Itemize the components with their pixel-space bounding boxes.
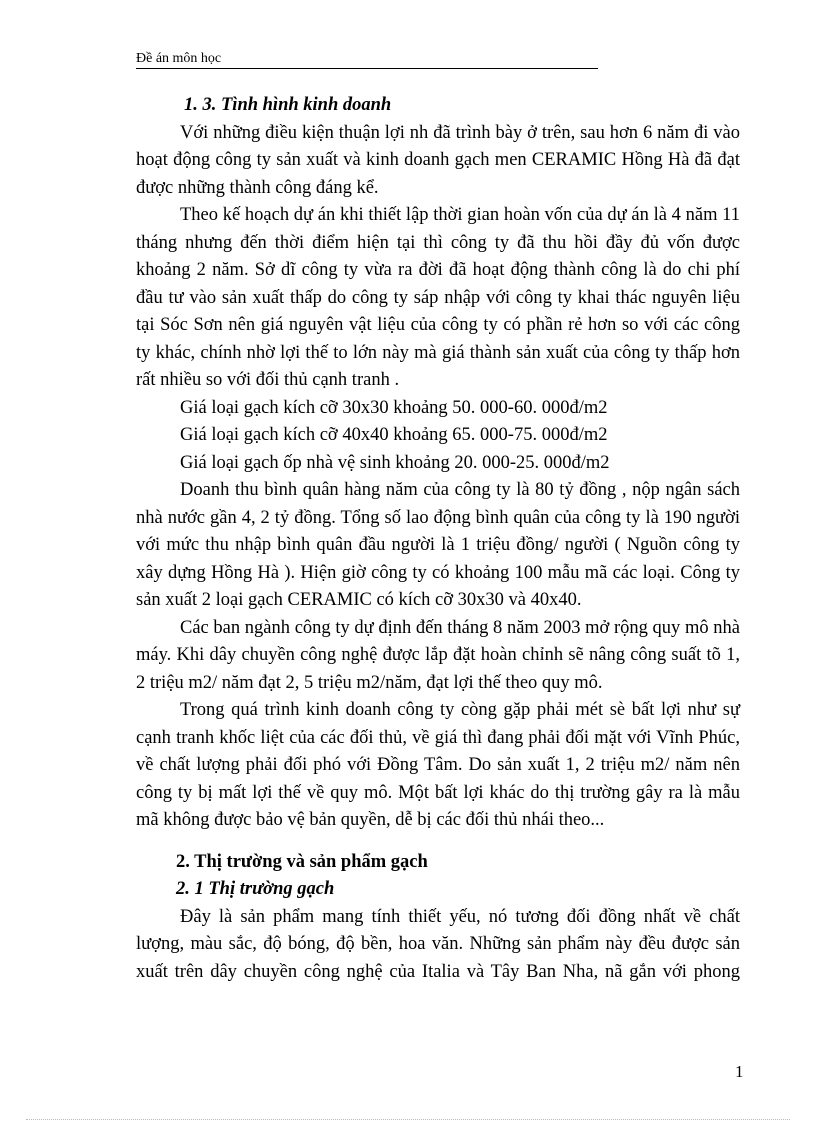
paragraph: Doanh thu bình quân hàng năm của công ty là 80 tỷ đồng , nộp ngân sách nhà nước gần 4, 2 tỷ đồng. Tổng số lao động bình quân của công ty là 190 người với mức thu nhập bình quân đầu người là 1 triệu đồng/ người ( Nguồn công ty xây dựng Hồng Hà ). Hiện giờ công ty có khoảng 100 mẫu mã các loại. Công ty sản xuất 2 loại gạch CERAMIC có kích cỡ 30x30 và 40x40.	[136, 480, 740, 610]
paragraph: Với những điều kiện thuận lợi nh đã trình bày ở trên, sau hơn 6 năm đi vào hoạt động công ty sản xuất và kinh doanh gạch men CERAMIC Hồng Hà đã đạt được những thành công đáng kể.	[136, 122, 740, 198]
page-bottom-divider	[26, 1119, 790, 1120]
paragraph: Trong quá trình kinh doanh công ty còng gặp phải mét sè bất lợi như sự cạnh tranh khốc liệt của các đối thủ, về giá thì đang phải đối mặt với Vĩnh Phúc, về chất lượng phải đối phó với Đồng Tâm. Do sản xuất 1, 2 triệu m2/ năm nên công ty bị mất lợi thế về quy mô. Một bất lợi khác do thị trường gây ra là mẫu mã không được bảo vệ bản quyền, dễ bị các đối thủ nhái theo...	[136, 700, 740, 830]
price-line: Giá loại gạch ốp nhà vệ sinh khoảng 20. 000-25. 000đ/m2	[180, 452, 610, 473]
page-header: Đề án môn học	[136, 50, 598, 69]
paragraph: Các ban ngành công ty dự định đến tháng 8 năm 2003 mở rộng quy mô nhà máy. Khi dây chuyền công nghệ được lắp đặt hoàn chỉnh sẽ nâng công suất tõ 1, 2 triệu m2/ năm đạt 2, 5 triệu m2/năm, đạt lợi thế theo quy mô.	[136, 617, 740, 693]
document-body	[136, 92, 740, 986]
section-heading-2: 2. Thị trường và sản phẩm gạch	[176, 851, 428, 872]
section-heading-2-1: 2. 1 Thị trường gạch	[176, 879, 335, 899]
paragraph: Theo kế hoạch dự án khi thiết lập thời gian hoàn vốn của dự án là 4 năm 11 tháng nhưng đến thời điểm hiện tại thì công ty đã thu hồi đầy đủ vốn được khoảng 2 năm. Sở dĩ công ty vừa ra đời đã hoạt động thành công là do chi phí đầu tư vào sản xuất thấp do công ty sáp nhập với công ty khai thác nguyên liệu tại Sóc Sơn nên giá nguyên vật liệu của công ty có phần rẻ hơn so với các công ty khác, chính nhờ lợi thế to lớn này mà giá thành sản xuất của công ty thấp hơn rất nhiều so với đối thủ cạnh tranh .	[136, 205, 740, 390]
price-line: Giá loại gạch kích cỡ 40x40 khoảng 65. 000-75. 000đ/m2	[180, 425, 608, 445]
price-line: Giá loại gạch kích cỡ 30x30 khoảng 50. 000-60. 000đ/m2	[180, 397, 608, 418]
page-number: 1	[735, 1062, 744, 1081]
paragraph: Đây là sản phẩm mang tính thiết yếu, nó tương đối đồng nhất về chất lượng, màu sắc, độ bóng, độ bền, hoa văn. Những sản phẩm này đều được sản xuất trên dây chuyền công nghệ của Italia và Tây Ban Nha, nã gắn với phong	[136, 906, 740, 982]
spacer	[136, 835, 740, 849]
section-heading-1-3: 1. 3. Tình hình kinh doanh	[184, 95, 392, 115]
